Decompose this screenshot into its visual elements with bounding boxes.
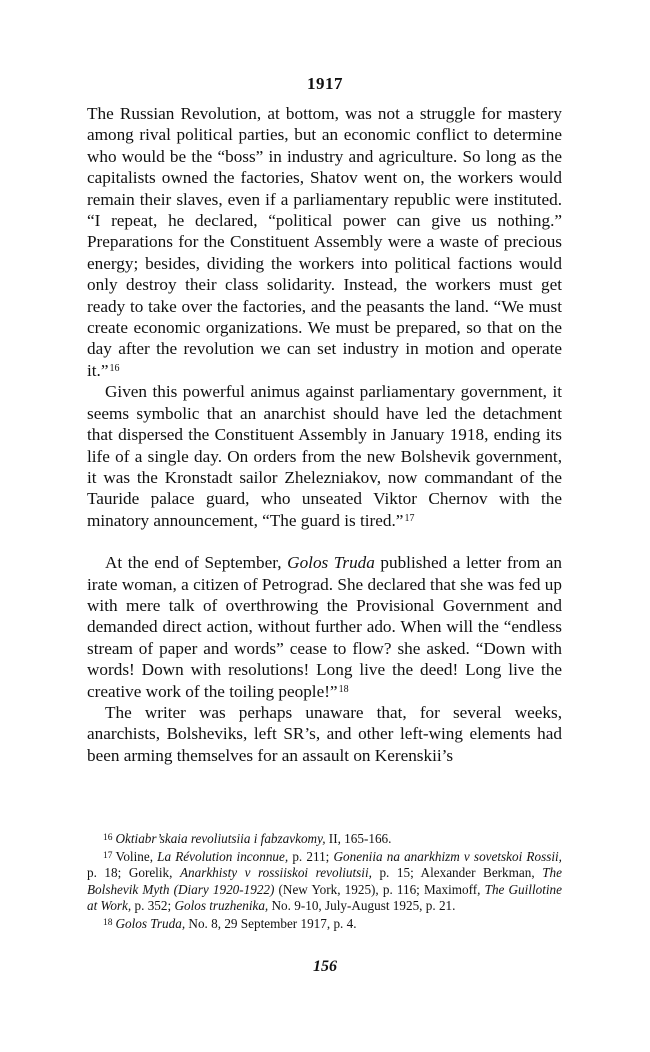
footnote-18: $^{18}$ Golos Truda, No. 8, 29 September 1917, p. 4.	[103, 915, 357, 931]
paragraph-4: The writer was perhaps unaware that, for several weeks, anarchists, Bolsheviks, left SR’s, and other left-wing elements had been arming themselves for an assault on Kerenskii’s	[87, 702, 562, 765]
footnote-16: $^{16}$ Oktiabr’skaia revoliutsiia i fabzavkomy, II, 165-166.	[103, 831, 392, 846]
footnote-number: 16	[103, 833, 113, 843]
footnote-ref-16: 16	[109, 362, 120, 374]
paragraph-2: Given this powerful animus against parliamentary government, it seems symbolic that an anarchist should have led the detachment that dispersed the Constituent Assembly in January 1918, ending its life of a single day. On orders from the new Bolshevik government, it was the Kronstadt sailor Zhelezniakov, now commandant of the Tauride palace guard, who unseated Viktor Chernov with the minatory announcement, “The guard is tired.”$^{17}$	[87, 382, 562, 530]
footnote-ref-18: 18	[338, 683, 349, 695]
footnote-number: 17	[103, 850, 113, 861]
footnote-ref-17: 17	[404, 512, 415, 524]
footnotes	[87, 830, 562, 933]
body-text	[87, 103, 562, 766]
page-number: 156	[313, 958, 337, 975]
footnote-number: 18	[103, 917, 113, 928]
paragraph-3: At the end of September, Golos Truda published a letter from an irate woman, a citizen of Petrograd. She declared that she was fed up with mere talk of overthrowing the Provisional Government and demanded direct action, without further ado. When will the “endless stream of paper and words” cease to flow? she asked. “Down with words! Down with resolutions! Long live the deed! Long live the creative work of the toiling people!”$^{18}$	[87, 553, 562, 701]
paragraph-1: The Russian Revolution, at bottom, was not a struggle for mastery among rival political parties, but an economic conflict to determine who would be the “boss” in industry and agriculture. So long as the capitalists owned the factories, Shatov went on, the workers would remain their slaves, even if a parliamentary republic were instituted. “I repeat, he declared, “political power can give us nothing.” Preparations for the Constituent Assembly were a waste of precious energy; besides, dividing the workers into political factions would only destroy their class solidarity. Instead, the workers must get ready to take over the factories, and the peasants the land. “We must create economic organizations. We must be prepared, so that on the day after the revolution we can set industry in motion and operate it.”$^{16}$	[87, 104, 562, 380]
running-head: 1917	[307, 74, 343, 93]
footnote-17: $^{17}$ Voline, La Révolution inconnue, p. 211; Goneniia na anarkhizm v sovetskoi Rossii, p. 18; Gorelik, Anarkhisty v rossiiskoi revoliutsii, p. 15; Alexander Berkman, The Bolshevik Myth (Diary 1920-1922) (New York, 1925), p. 116; Maximoff, The Guillotine at Work, p. 352; Golos truzhenika, No. 9-10, July-August 1925, p. 21.	[87, 848, 562, 914]
newspaper-title: Golos Truda	[287, 553, 375, 573]
